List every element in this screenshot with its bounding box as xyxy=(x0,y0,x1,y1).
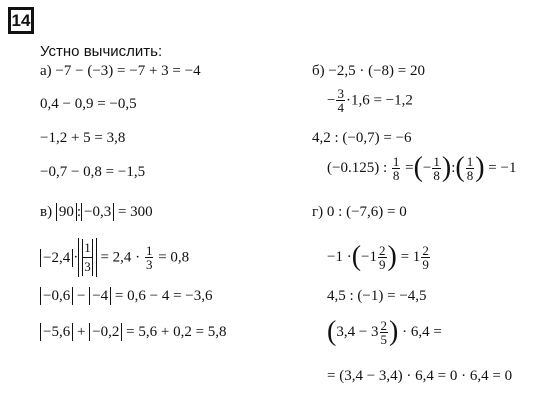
item-g-label: г) xyxy=(312,204,324,220)
abs-value: −0,3 xyxy=(81,203,114,221)
abs-value: −0,2 xyxy=(89,323,122,341)
item-a xyxy=(40,62,201,80)
fraction: $\frac{3}{4}$ xyxy=(337,86,344,115)
fraction: $\frac{1}{8}$ xyxy=(392,153,400,183)
exercise-number-badge: 14 xyxy=(8,7,34,34)
item-g-expression: 0 : (−7,6) = 0 xyxy=(326,204,407,220)
item-g-line-2: −1 ·(−1 $\frac{2}{9}$ ) = 1 $\frac{2}{9}$ xyxy=(327,241,429,272)
abs-value: −5,6 xyxy=(40,323,73,341)
item-a-label: а) xyxy=(40,63,52,79)
item-a-line-3: −1,2 + 5 = 3,8 xyxy=(40,130,126,146)
item-g-line-3: 4,5 : (−1) = −4,5 xyxy=(327,288,427,304)
item-v-line-4: −5,6 + −0,2 = 5,6 + 0,2 = 5,8 xyxy=(40,323,227,341)
fraction: $\frac{1}{3}$ xyxy=(145,243,153,272)
fraction: $\frac{1}{8}$ xyxy=(433,153,440,183)
item-v: в) 90 : −0,3 = 300 xyxy=(40,204,153,220)
item-v-line-3: −0,6 − −4 = 0,6 − 4 = −3,6 xyxy=(40,287,213,305)
item-g xyxy=(312,203,407,221)
abs-value: −0,6 xyxy=(40,287,73,305)
fraction: $\frac{2}{9}$ xyxy=(379,242,386,272)
item-b-line-4: (−0.125) : $\frac{1}{8}$ =(− $\frac{1}{8}$ ):( $\frac{1}{8}$ ) = −1 xyxy=(327,152,517,183)
task-title: Устно вычислить: xyxy=(40,43,163,60)
item-b xyxy=(312,62,425,80)
fraction: $\frac{1}{8}$ xyxy=(466,153,474,183)
item-g-line-5: = (3,4 − 3,4) · 6,4 = 0 · 6,4 = 0 xyxy=(327,368,513,384)
item-v-line-2: −2,4 · $\frac{1}{3}$ = 2,4 · $\frac{1}{3}$ = 0,8 xyxy=(40,238,189,277)
item-b-label: б) xyxy=(312,63,325,79)
item-a-line-2: 0,4 − 0,9 = −0,5 xyxy=(40,96,137,112)
item-b-line-3: 4,2 : (−0,7) = −6 xyxy=(312,130,412,146)
fraction: $\frac{1}{3}$ xyxy=(84,240,91,274)
item-a-expression: −7 − (−3) = −7 + 3 = −4 xyxy=(55,63,201,79)
abs-fraction xyxy=(78,238,97,277)
item-b-line-2: − $\frac{3}{4}$ ·1,6 = −1,2 xyxy=(327,86,413,115)
item-g-line-4: (3,4 − 3 $\frac{2}{5}$ ) · 6,4 = xyxy=(327,316,442,347)
fraction: $\frac{2}{9}$ xyxy=(422,242,429,272)
item-b-expression: −2,5 · (−8) = 20 xyxy=(328,63,426,79)
fraction: $\frac{2}{5}$ xyxy=(380,317,388,347)
abs-value: −2,4 xyxy=(40,249,73,267)
abs-value: −4 xyxy=(89,287,111,305)
abs-value: 90 xyxy=(56,203,77,221)
item-a-line-4: −0,7 − 0,8 = −1,5 xyxy=(40,164,146,180)
item-v-label: в) xyxy=(40,204,53,220)
